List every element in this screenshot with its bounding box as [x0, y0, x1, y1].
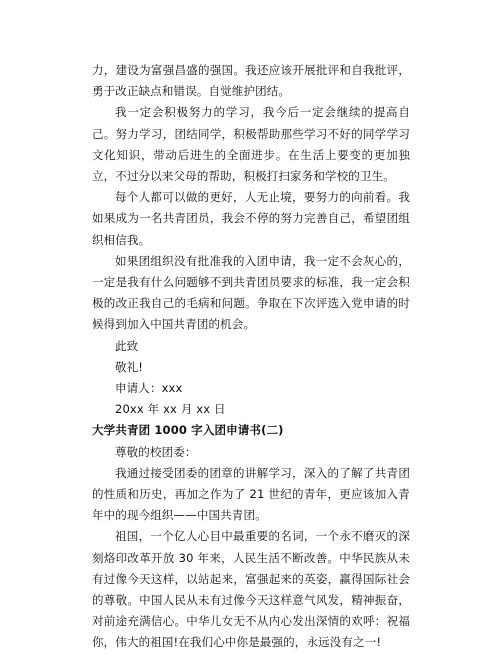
section-title: 大学共青团 1000 字入团申请书(二): [92, 423, 284, 438]
paragraph-if-not-approved: 如果团组织没有批准我的入团申请，我一定不会灰心的，一定是我有什么问题够不到共青团员要求的标准，我一定会积极的改正我自己的毛病和问题。争取在下次评选入党申请的时候得到加入中国共青团的机会。: [92, 253, 410, 332]
paragraph-understanding-league: 我通过接受团委的团章的讲解学习，深入的了解了共青团的性质和历史，再加之作为了 21 世纪的青年，更应该加入青年中的现今组织——中国共青团。: [92, 465, 410, 523]
document-body: [92, 60, 410, 654]
salute-text: 敬礼!: [115, 359, 144, 374]
paragraph-continuation: 力，建设为富强昌盛的强国。我还应该开展批评和自我批评，勇于改正缺点和错误。自觉维护团结。: [92, 63, 410, 99]
date-line: 20xx 年 xx 月 xx 日: [115, 402, 226, 417]
paragraph-motherland: 祖国，一个亿人心目中最重要的名词，一个永不磨灭的深刻烙印改革开放 30 年来，人民生活不断改善。中华民族从未有过像今天这样，以站起来，富强起来的英姿，赢得国际社会的尊敬。中国人民从未有过像今天这样意气风发，精神振奋，对前途充满信心。中华儿女无不从内心发出深情的欢呼：祝福你，伟大的祖国!在我们心中你是最强的，永远没有之一!: [92, 529, 410, 650]
paragraph-study-commitment: 我一定会积极努力的学习，我今后一定会继续的提高自己。努力学习，团结同学，积极帮助那些学习不好的同学学习文化知识，带动后进生的全面进步。在生活上要变的更加独立，不过分以来父母的帮助，积极打扫家务和学校的卫生。: [92, 105, 410, 184]
applicant-line: 申请人：xxx: [115, 381, 183, 396]
paragraph-self-improvement: 每个人都可以做的更好，人无止境，要努力的向前看。我如果成为一名共青团员，我会不停的努力完善自己，希望团组织相信我。: [92, 190, 410, 247]
closing-text: 此致: [115, 338, 139, 353]
greeting-line: 尊敬的校团委：: [115, 444, 197, 459]
